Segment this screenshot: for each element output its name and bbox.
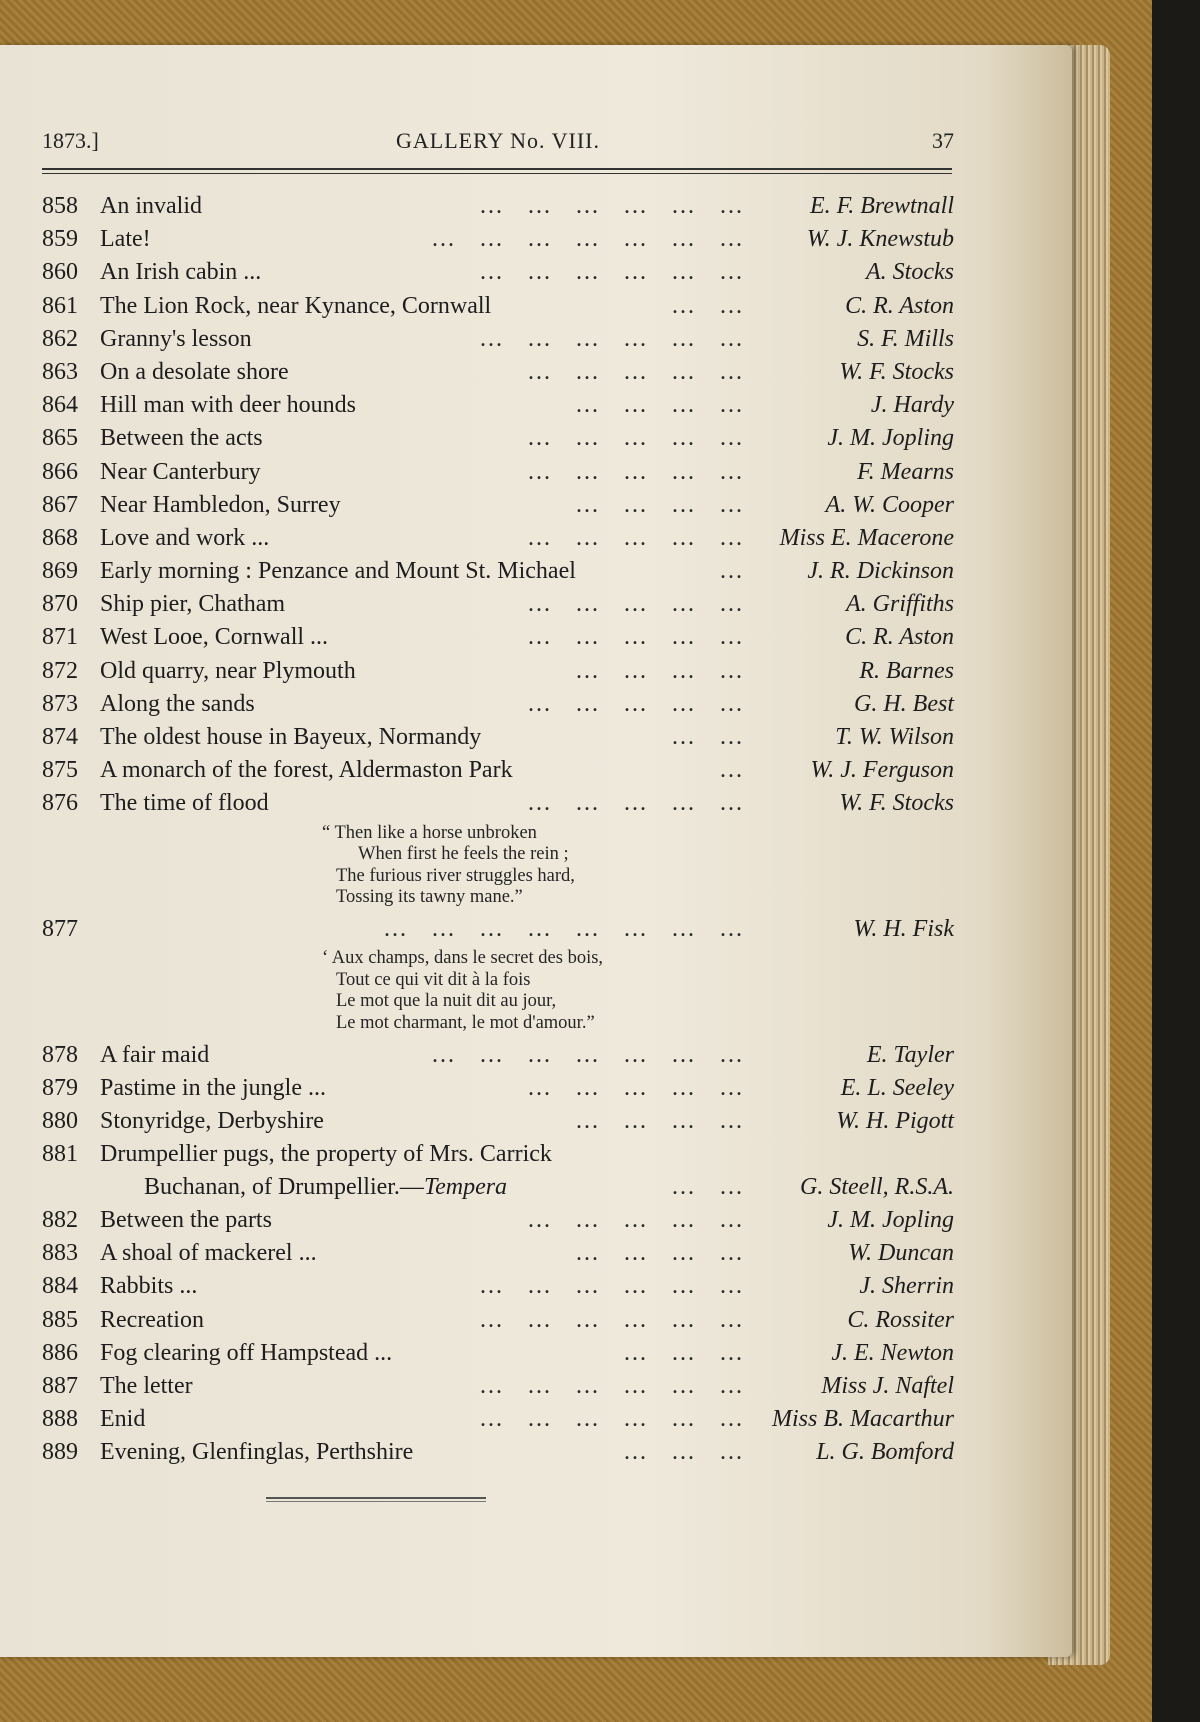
entry-artist: E. Tayler: [866, 1041, 954, 1068]
dot-leader: ...: [720, 757, 744, 784]
header-gallery: GALLERY No. VIII.: [396, 128, 600, 153]
entry-title: Stonyridge, Derbyshire: [100, 1107, 324, 1134]
header-rule-thin: [42, 173, 952, 174]
dot-leader: ... ... ... ... ... ...: [480, 1273, 744, 1300]
entry-list: [42, 190, 954, 1470]
verse-line: Tossing its tawny mane.”: [336, 887, 523, 908]
list-item: [42, 1436, 954, 1469]
verse-line: When first he feels the rein ;: [358, 844, 569, 865]
entry-title: The letter: [100, 1373, 193, 1399]
list-item: [42, 389, 954, 422]
list-item: [42, 1337, 954, 1370]
list-item: [42, 688, 954, 721]
dot-leader: ... ... ... ... ...: [528, 458, 744, 485]
entry-artist: W. H. Fisk: [853, 915, 954, 942]
dot-leader: ... ... ... ... ...: [528, 1207, 744, 1234]
entry-artist: L. G. Bomford: [816, 1439, 954, 1466]
list-item: [42, 489, 954, 522]
entry-artist: J. E. Newton: [831, 1339, 954, 1366]
list-item: [42, 1304, 954, 1337]
dot-leader: ... ... ... ... ...: [528, 690, 744, 717]
list-item: [42, 356, 954, 389]
dot-leader: ... ... ... ...: [576, 1240, 744, 1267]
dot-leader: ... ... ...: [624, 1439, 744, 1466]
dot-leader: ... ... ... ... ...: [528, 425, 744, 452]
list-item: [42, 522, 954, 555]
dot-leader: ... ... ... ... ... ...: [480, 1373, 744, 1399]
dot-leader: ... ... ... ... ... ...: [480, 193, 744, 219]
verse-line: Le mot que la nuit dit au jour,: [336, 991, 557, 1012]
entry-title: Old quarry, near Plymouth: [100, 657, 356, 684]
list-item: [42, 456, 954, 489]
entry-artist: C. R. Aston: [845, 292, 954, 319]
entry-artist: A. Griffiths: [845, 591, 954, 618]
dot-leader: ... ... ... ... ...: [528, 524, 744, 551]
entry-number: 864: [42, 392, 78, 419]
entry-number: 886: [42, 1339, 78, 1366]
entry-number: 872: [42, 657, 78, 684]
entry-number: 868: [42, 524, 78, 551]
verse-line: Tout ce qui vit dit à la fois: [336, 969, 531, 990]
entry-number: 863: [42, 358, 78, 385]
list-item: [42, 1237, 954, 1270]
entry-title: Granny's lesson: [100, 325, 252, 352]
entry-title: Between the parts: [100, 1207, 272, 1234]
list-item: [42, 1270, 954, 1303]
dot-leader: ... ... ... ... ...: [528, 790, 744, 817]
list-item: [42, 190, 954, 223]
entry-number: 879: [42, 1074, 78, 1101]
verse-line: ‘ Aux champs, dans le secret des bois,: [322, 948, 604, 969]
dot-leader: ... ... ... ... ...: [528, 1074, 744, 1101]
dot-leader: ... ... ... ... ... ...: [480, 259, 744, 286]
dot-leader: ... ... ...: [624, 1339, 744, 1366]
entry-title: The Lion Rock, near Kynance, Cornwall: [100, 292, 492, 319]
entry-artist: C. Rossiter: [847, 1306, 954, 1333]
closing-rule-thin: [266, 1501, 486, 1502]
dot-leader: ... ... ... ... ... ...: [480, 325, 744, 352]
entry-artist: J. M. Jopling: [827, 1207, 954, 1234]
list-item: [42, 1204, 954, 1237]
dot-leader: ... ...: [672, 292, 744, 319]
entry-title: The oldest house in Bayeux, Normandy: [100, 724, 482, 750]
entry-artist: C. R. Aston: [845, 624, 954, 651]
dot-leader: ... ... ... ... ...: [528, 591, 744, 618]
entry-number: 859: [42, 226, 78, 253]
entry-title: On a desolate shore: [100, 358, 289, 385]
entry-artist: E. L. Seeley: [840, 1074, 954, 1101]
list-item: [42, 1138, 954, 1204]
running-header: [42, 128, 954, 158]
entry-title: Drumpellier pugs, the property of Mrs. Carrick: [100, 1141, 552, 1168]
entry-artist: A. Stocks: [866, 259, 954, 286]
dot-leader: ... ... ... ... ...: [528, 358, 744, 385]
entry-number: 880: [42, 1107, 78, 1134]
entry-number: 889: [42, 1439, 78, 1466]
entry-number: 875: [42, 757, 78, 784]
entry-number: 858: [42, 193, 78, 219]
entry-number: 888: [42, 1406, 78, 1433]
entry-title: Early morning : Penzance and Mount St. Michael: [100, 558, 576, 585]
dot-leader: ... ...: [672, 724, 744, 750]
dot-leader: ...: [720, 558, 744, 585]
entry-title: A shoal of mackerel ...: [100, 1240, 317, 1267]
entry-number: 867: [42, 491, 78, 518]
entry-title: A monarch of the forest, Aldermaston Park: [100, 757, 513, 784]
entry-artist: J. M. Jopling: [827, 425, 954, 452]
list-item: [42, 223, 954, 256]
dot-leader: ... ...: [672, 1174, 744, 1201]
entry-title: Hill man with deer hounds: [100, 392, 356, 419]
list-item: [42, 1039, 954, 1072]
dot-leader: ... ... ... ... ... ...: [480, 1306, 744, 1333]
entry-number: 873: [42, 690, 78, 717]
entry-title: Fog clearing off Hampstead ...: [100, 1339, 393, 1366]
entry-title: Near Canterbury: [100, 458, 261, 485]
entry-number: 882: [42, 1207, 78, 1234]
list-item: [42, 290, 954, 323]
verse-quote: [322, 946, 742, 1038]
list-item: [42, 787, 954, 820]
entry-number: 866: [42, 458, 78, 485]
list-item: [42, 555, 954, 588]
entry-artist: S. F. Mills: [857, 325, 954, 352]
list-item: [42, 1403, 954, 1436]
list-item: [42, 913, 954, 946]
entry-artist: W. J. Knewstub: [806, 226, 954, 253]
entry-title: Between the acts: [100, 425, 263, 452]
entry-title: Late!: [100, 226, 151, 253]
list-item: [42, 1105, 954, 1138]
verse-quote: [322, 821, 742, 913]
entry-title: Pastime in the jungle ...: [100, 1074, 326, 1101]
entry-number: 878: [42, 1041, 78, 1068]
list-item: [42, 1370, 954, 1403]
entry-number: 884: [42, 1273, 78, 1300]
entry-artist: Miss E. Macerone: [779, 524, 954, 551]
entry-title: Enid: [100, 1406, 146, 1433]
dot-leader: ... ... ... ... ... ... ...: [432, 1041, 744, 1068]
list-item: [42, 422, 954, 455]
closing-rule: [266, 1497, 486, 1499]
entry-title: Recreation: [100, 1306, 204, 1333]
entry-number: 862: [42, 325, 78, 352]
entry-number: 870: [42, 591, 78, 618]
entry-number: 881: [42, 1141, 78, 1168]
verse-line: Le mot charmant, le mot d'amour.”: [336, 1012, 595, 1033]
entry-title: Near Hambledon, Surrey: [100, 491, 341, 518]
entry-number: 874: [42, 724, 78, 750]
entry-number: 885: [42, 1306, 78, 1333]
entry-number: 865: [42, 425, 78, 452]
list-item: [42, 655, 954, 688]
list-item: [42, 754, 954, 787]
dot-leader: ... ... ... ...: [576, 1107, 744, 1134]
verse-line: “ Then like a horse unbroken: [322, 822, 537, 843]
entry-artist: A. W. Cooper: [825, 491, 954, 518]
entry-title: A fair maid: [100, 1041, 210, 1068]
entry-title: An Irish cabin ...: [100, 259, 262, 286]
entry-artist: W. F. Stocks: [839, 358, 954, 385]
list-item: [42, 1072, 954, 1105]
entry-medium: Tempera: [423, 1174, 508, 1201]
dot-leader: ... ... ... ...: [576, 657, 744, 684]
dot-leader: ... ... ... ... ... ... ...: [432, 226, 744, 253]
entry-artist: W. Duncan: [848, 1240, 954, 1267]
entry-artist: W. H. Pigott: [836, 1107, 954, 1134]
entry-title: Along the sands: [100, 690, 255, 717]
list-item: [42, 256, 954, 289]
list-item: [42, 588, 954, 621]
entry-artist: Miss B. Macarthur: [772, 1406, 954, 1433]
entry-title: Evening, Glenfinglas, Perthshire: [100, 1439, 414, 1466]
entry-number: 887: [42, 1373, 78, 1399]
entry-artist: W. F. Stocks: [839, 790, 954, 817]
header-rule: [42, 168, 952, 170]
entry-artist: F. Mearns: [857, 458, 954, 485]
dot-leader: ... ... ... ...: [576, 392, 744, 419]
list-item: [42, 621, 954, 654]
entry-artist: J. Sherrin: [859, 1273, 954, 1300]
entry-title: Rabbits ...: [100, 1273, 198, 1300]
dot-leader: ... ... ... ... ...: [528, 624, 744, 651]
entry-number: 876: [42, 790, 78, 817]
entry-number: 883: [42, 1240, 78, 1267]
entry-number: 869: [42, 558, 78, 585]
entry-title: An invalid: [100, 193, 202, 219]
entry-artist: W. J. Ferguson: [810, 757, 954, 784]
entry-number: 877: [42, 915, 78, 942]
entry-artist: E. F. Brewtnall: [810, 193, 954, 219]
header-year: 1873.]: [42, 128, 99, 153]
entry-title: West Looe, Cornwall ...: [100, 624, 329, 651]
entry-artist: R. Barnes: [859, 657, 954, 684]
entry-artist: G. Steell, R.S.A.: [800, 1174, 954, 1201]
entry-title-line2: Buchanan, of Drumpellier.—: [144, 1174, 424, 1201]
entry-artist: T. W. Wilson: [835, 724, 954, 750]
entry-artist: Miss J. Naftel: [821, 1373, 954, 1399]
dot-leader: ... ... ... ...: [576, 491, 744, 518]
verse-line: The furious river struggles hard,: [336, 865, 575, 886]
dot-leader: ... ... ... ... ... ...: [480, 1406, 744, 1433]
list-item: [42, 323, 954, 356]
entry-number: 871: [42, 624, 78, 651]
entry-title: Ship pier, Chatham: [100, 591, 286, 618]
entry-artist: G. H. Best: [854, 690, 954, 717]
dot-leader: ... ... ... ... ... ... ... ...: [384, 915, 744, 942]
entry-title: Love and work ...: [100, 524, 270, 551]
entry-title: The time of flood: [100, 790, 269, 817]
entry-number: 860: [42, 259, 78, 286]
entry-artist: J. Hardy: [870, 392, 954, 419]
page-number: 37: [932, 128, 954, 153]
entry-number: 861: [42, 292, 78, 319]
entry-artist: J. R. Dickinson: [807, 558, 954, 585]
list-item: [42, 721, 954, 754]
